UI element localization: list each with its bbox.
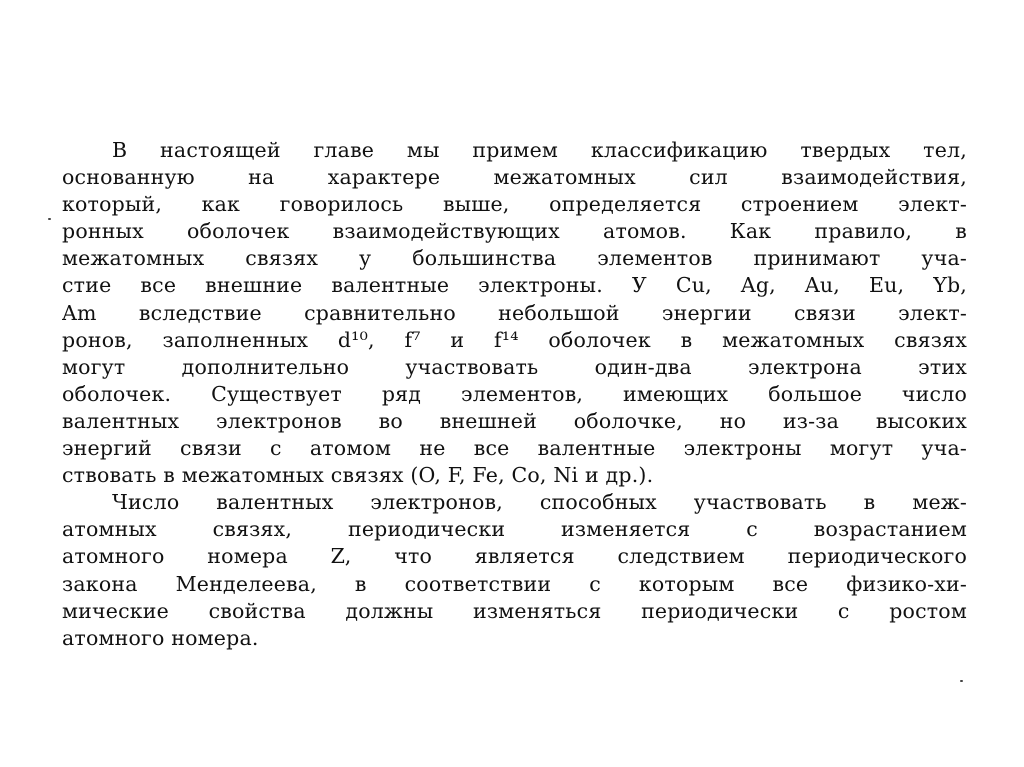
text-line: оболочек. Существует ряд элементов, имеющих большое число	[62, 381, 967, 406]
text-line: который, как говорилось выше, определяется строением элект-	[62, 192, 967, 217]
text-line: атомного номера Z, что является следствием периодического	[62, 544, 967, 569]
text-line: атомных связях, периодически изменяется с возрастанием	[62, 517, 967, 542]
text-line: В настоящей главе мы примем классификацию твердых тел,	[112, 138, 967, 162]
text-line: ронных оболочек взаимодействующих атомов. Как правило, в	[62, 219, 967, 244]
text-line: закона Менделеева, в соответствии с которым все физико-хи-	[62, 571, 967, 596]
text-line: ронов, заполненных d¹⁰, f⁷ и f¹⁴ оболочек в межатомных связях	[62, 327, 967, 352]
text-line: межатомных связях у большинства элементов принимают уча-	[62, 246, 967, 271]
text-line: Число валентных электронов, способных участвовать в меж-	[112, 490, 967, 515]
text-line: ствовать в межатомных связях (O, F, Fe, Co, Ni и др.).	[62, 463, 654, 488]
text-line: валентных электронов во внешней оболочке, но из-за высоких	[62, 408, 967, 433]
text-line: Am вследствие сравнительно небольшой энергии связи элект-	[62, 300, 967, 325]
scan-speck	[48, 218, 51, 220]
scan-speck	[960, 680, 963, 682]
text-line: могут дополнительно участвовать один-два электрона этих	[62, 354, 967, 379]
text-line: атомного номера.	[62, 625, 259, 650]
body-text	[62, 137, 967, 652]
text-line: мические свойства должны изменяться периодически с ростом	[62, 598, 967, 623]
text-line: энергий связи с атомом не все валентные электроны могут уча-	[62, 436, 967, 461]
text-line: основанную на характере межатомных сил взаимодействия,	[62, 165, 967, 190]
text-line: стие все внешние валентные электроны. У Cu, Ag, Au, Eu, Yb,	[62, 273, 967, 298]
